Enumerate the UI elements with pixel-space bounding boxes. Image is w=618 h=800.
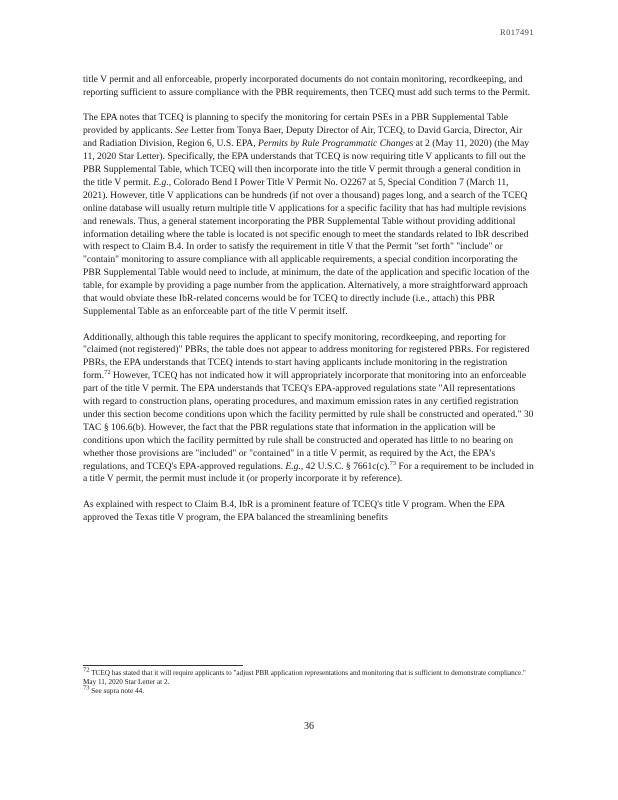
paragraph-1 [83, 74, 534, 100]
footnote-73 [83, 687, 534, 696]
see-signal: See [175, 125, 189, 137]
paragraph-2-text-b: Letter from Tonya Baer, Deputy Director of Air, TCEQ, to David Garcia, Director, Air and Radiation Division, Region 6, U.S. EPA, [83, 125, 523, 150]
paragraph-2-text-a: The EPA notes that TCEQ is planning to specify the monitoring for certain PSEs in a PBR Supplemental Table provided by applicants. [83, 112, 508, 137]
footnote-text: TCEQ has stated that it will require applicants to "adjust PBR application representations and monitoring that is sufficient to demonstrate compliance." May 11, 2020 Star Letter at 2. [83, 669, 526, 687]
paragraph-4-text: As explained with respect to Claim B.4, IbR is a prominent feature of TCEQ's title V program. When the EPA approved the Texas title V program, the EPA balanced the streamlining benefits [83, 498, 505, 523]
footnote-ref-73[interactable]: 73 [389, 459, 397, 467]
page-number: 36 [304, 721, 314, 732]
eg-signal: E.g. [153, 176, 169, 188]
footnote-number: 73 [83, 685, 90, 693]
paragraph-3-text-d: For a requirement to be included in a title V permit, the permit must include it (or properly incorporate it by reference). [83, 460, 534, 485]
paragraph-2 [83, 112, 534, 319]
paragraph-2-text-c: at 2 (May 11, 2020) (the May 11, 2020 Star Letter). Specifically, the EPA understands that TCEQ is now requiring title V applicants to fill out the PBR Supplemental Table, which TCEQ will then incorporate into the title V permit through a general condition in the title V permit. [83, 138, 530, 188]
paragraph-3-text-c: , 42 U.S.C. § 7661c(c). [300, 460, 390, 472]
footnote-text: See supra note 44. [89, 687, 144, 696]
paragraph-4 [83, 499, 534, 525]
footnote-72 [83, 666, 534, 687]
paragraph-3-text-a: Additionally, although this table requires the applicant to specify monitoring, recordkeeping, and reporting for "claimed (not registered)" PBRs, the table does not appear to address monitoring for registered PBRs. For registered PBRs, the EPA understands that TCEQ intends to start having applicants include monitoring in the registration form. [83, 331, 530, 382]
paragraph-3 [83, 332, 534, 487]
body-text [83, 74, 534, 537]
footnote-ref-72[interactable]: 72 [104, 369, 111, 377]
footnote-divider [83, 665, 243, 666]
letter-title: Permits by Rule Programmatic Changes [258, 138, 414, 150]
paragraph-3-text-b: However, TCEQ has not indicated how it will appropriately incorporate that monitoring into an enforceable part of the title V permit. The EPA understands that TCEQ's EPA-approved regulations state "All representations with regard to construction plans, operating procedures, and maximum emission rates in any certified registration under this section become conditions upon which the facility permitted by rule shall be constructed and operated." 30 TAC § 106.6(b). However, the fact that the PBR regulations state that information in the application will be conditions upon which the facility permitted by rule shall be constructed and operated has little to no bearing on whether those provisions are "included" or "contained" in a title V permit, as required by the Act, the EPA's regulations, and TCEQ's EPA-approved regulations. [83, 370, 534, 472]
footnote-number: 72 [83, 666, 90, 674]
paragraph-2-text-d: , Colorado Bend I Power Title V Permit No. O2267 at 5, Special Condition 7 (March 11, 2021). However, title V applications can be hundreds (if not over a thousand) pages long, and a search of the TCEQ online database will usually return multiple title V applications for a specific facility that has had multiple revisions and renewals. Thus, a general statement incorporating the PBR Supplemental Table without providing additional information detailing where the table is located is not specific enough to meet the standards related to IbR described with respect to Claim B.4. In order to satisfy the requirement in title V that the Permit "set forth" "include" or "contain" monitoring to assure compliance with all applicable requirements, a special condition incorporating the PBR Supplemental Table would need to include, at minimum, the date of the application and specific location of the table, for example by providing a page number from the application. Alternatively, a more straightforward approach that would obviate these IbR-related concerns would be for TCEQ to directly include (i.e., attach) this PBR Supplemental Table as an enforceable part of the title V permit itself. [83, 176, 530, 317]
footnotes [83, 666, 534, 697]
eg-signal: E.g. [285, 460, 301, 472]
bates-number: R017491 [500, 27, 534, 37]
paragraph-1-text: title V permit and all enforceable, properly incorporated documents do not contain monitoring, recordkeeping, and reporting sufficient to assure compliance with the PBR requirements, then TCEQ must add such terms to the Permit. [83, 74, 531, 98]
